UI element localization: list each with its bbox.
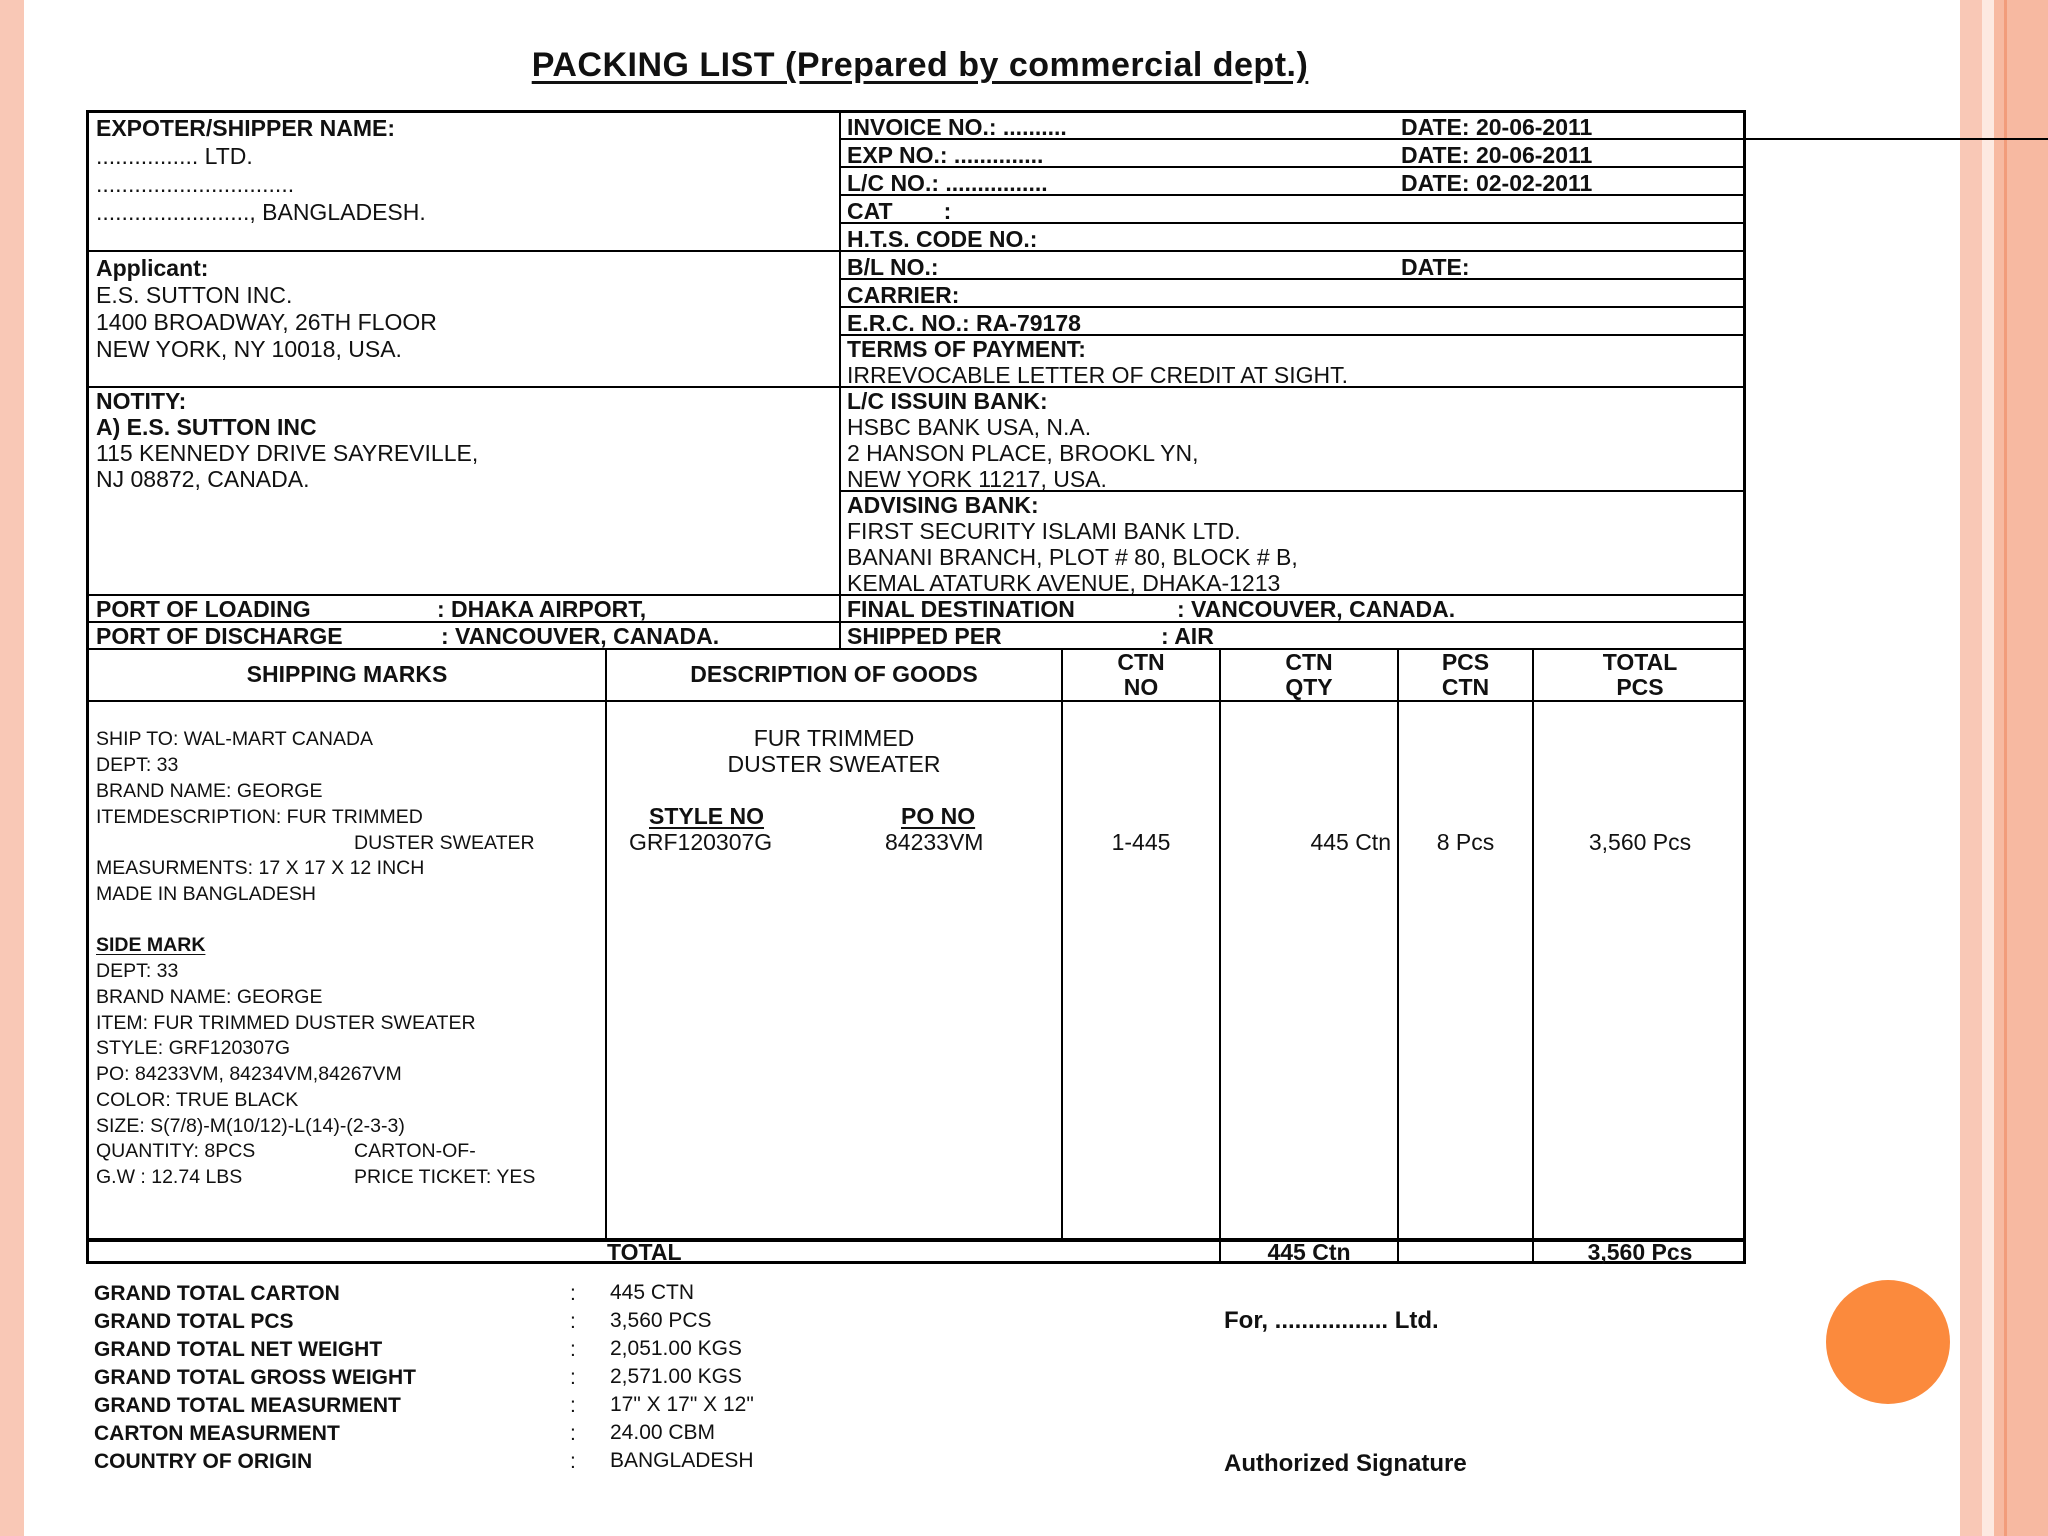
terms-of-payment-label: TERMS OF PAYMENT: <box>847 336 1086 362</box>
summary-colon: : <box>570 1310 576 1333</box>
col-header-total-pcs: PCS <box>1616 674 1664 700</box>
side-mark-price-ticket: PRICE TICKET: YES <box>354 1166 536 1188</box>
mark-line: MEASURMENTS: 17 X 17 X 12 INCH <box>96 857 425 879</box>
exporter-line: ............................... <box>96 171 295 197</box>
issuing-bank-line: NEW YORK 11217, USA. <box>847 466 1107 492</box>
total-row-label: TOTAL <box>607 1239 682 1265</box>
side-mark-line: COLOR: TRUE BLACK <box>96 1089 299 1111</box>
col-header-ctn-no: CTN <box>1117 649 1165 675</box>
authorized-signature: Authorized Signature <box>1224 1450 1467 1477</box>
advising-bank-label: ADVISING BANK: <box>847 492 1039 518</box>
final-destination-value: : VANCOUVER, CANADA. <box>1177 596 1456 622</box>
mark-line: BRAND NAME: GEORGE <box>96 780 323 802</box>
notify-line: 115 KENNEDY DRIVE SAYREVILLE, <box>96 440 479 466</box>
mark-line: MADE IN BANGLADESH <box>96 883 316 905</box>
summary-value: 445 CTN <box>610 1281 695 1304</box>
side-mark-gw: G.W : 12.74 LBS <box>96 1166 243 1188</box>
right-border-band <box>1960 0 1982 1536</box>
advising-bank-line: FIRST SECURITY ISLAMI BANK LTD. <box>847 518 1241 544</box>
hts-code-label: H.T.S. CODE NO.: <box>847 226 1038 252</box>
total-row-top-line <box>89 1238 1746 1242</box>
summary-colon: : <box>570 1450 576 1473</box>
notify-name: A) E.S. SUTTON INC <box>96 414 317 440</box>
notify-label: NOTITY: <box>96 388 187 414</box>
po-no-label: PO NO <box>901 803 976 829</box>
mark-line: SHIP TO: WAL-MART CANADA <box>96 728 374 750</box>
applicant-line: E.S. SUTTON INC. <box>96 282 293 308</box>
exp-date: DATE: 20-06-2011 <box>1401 142 1593 168</box>
summary-colon: : <box>570 1282 576 1305</box>
col-header-ctn-qty: QTY <box>1285 674 1333 700</box>
invoice-no-label: INVOICE NO.: .......... <box>847 114 1067 140</box>
grid-line <box>1061 648 1063 1238</box>
summary-colon: : <box>570 1394 576 1417</box>
goods-description: FUR TRIMMED <box>753 725 915 751</box>
mark-line: DUSTER SWEATER <box>354 832 535 854</box>
applicant-line: NEW YORK, NY 10018, USA. <box>96 336 402 362</box>
side-mark-carton-of: CARTON-OF- <box>354 1140 476 1162</box>
right-border-line <box>2004 0 2007 1536</box>
summary-colon: : <box>570 1338 576 1361</box>
for-company: For, ................. Ltd. <box>1224 1307 1439 1334</box>
port-of-discharge-value: : VANCOUVER, CANADA. <box>441 623 720 649</box>
summary-value: 3,560 PCS <box>610 1309 712 1332</box>
side-mark-line: SIZE: S(7/8)-M(10/12)-L(14)-(2-3-3) <box>96 1115 405 1137</box>
mark-line: DEPT: 33 <box>96 754 179 776</box>
lc-date: DATE: 02-02-2011 <box>1401 170 1593 196</box>
total-row-ctn: 445 Ctn <box>1267 1239 1351 1265</box>
right-border-gap <box>1982 0 1994 1536</box>
grid-line <box>1397 648 1399 1264</box>
shipped-per-value: : AIR <box>1161 623 1214 649</box>
port-of-loading-value: : DHAKA AIRPORT, <box>437 596 647 622</box>
total-row-pcs: 3,560 Pcs <box>1587 1239 1693 1265</box>
terms-of-payment-value: IRREVOCABLE LETTER OF CREDIT AT SIGHT. <box>847 362 1348 388</box>
exporter-label: EXPOTER/SHIPPER NAME: <box>96 115 396 141</box>
left-border-band <box>0 0 24 1536</box>
notify-line: NJ 08872, CANADA. <box>96 466 310 492</box>
summary-label: GRAND TOTAL PCS <box>94 1310 294 1333</box>
exporter-line: ........................, BANGLADESH. <box>96 199 426 225</box>
summary-colon: : <box>570 1422 576 1445</box>
summary-label: GRAND TOTAL NET WEIGHT <box>94 1338 383 1361</box>
shipped-per-label: SHIPPED PER <box>847 623 1002 649</box>
bl-date: DATE: <box>1401 254 1470 280</box>
exp-no-label: EXP NO.: .............. <box>847 142 1044 168</box>
grid-line <box>89 700 1746 702</box>
bl-no-label: B/L NO.: <box>847 254 939 280</box>
side-mark-line: PO: 84233VM, 84234VM,84267VM <box>96 1063 402 1085</box>
goods-description: DUSTER SWEATER <box>727 751 941 777</box>
summary-label: GRAND TOTAL CARTON <box>94 1282 340 1305</box>
lc-no-label: L/C NO.: ................ <box>847 170 1048 196</box>
port-of-discharge-label: PORT OF DISCHARGE <box>96 623 343 649</box>
advising-bank-line: KEMAL ATATURK AVENUE, DHAKA-1213 <box>847 570 1281 596</box>
side-mark-line: DEPT: 33 <box>96 960 179 982</box>
col-header-pcs-ctn: CTN <box>1441 674 1490 700</box>
summary-value: 2,051.00 KGS <box>610 1337 742 1360</box>
ctn-no-value: 1-445 <box>1111 829 1171 855</box>
orange-circle-decoration <box>1826 1280 1950 1404</box>
grid-line <box>839 222 1746 224</box>
packing-list-table <box>86 110 1746 1264</box>
summary-label: COUNTRY OF ORIGIN <box>94 1450 313 1473</box>
side-mark-label: SIDE MARK <box>96 934 206 956</box>
style-no-label: STYLE NO <box>649 803 765 829</box>
issuing-bank-line: HSBC BANK USA, N.A. <box>847 414 1092 440</box>
applicant-label: Applicant: <box>96 255 209 281</box>
summary-label: GRAND TOTAL GROSS WEIGHT <box>94 1366 417 1389</box>
style-no-value: GRF120307G <box>629 829 773 855</box>
right-border-band-outer <box>1994 0 2048 1536</box>
col-header-description: DESCRIPTION OF GOODS <box>690 661 978 687</box>
issuing-bank-line: 2 HANSON PLACE, BROOKL YN, <box>847 440 1199 466</box>
summary-value: 17" X 17" X 12" <box>610 1393 754 1416</box>
grid-line <box>1219 648 1221 1264</box>
grid-line <box>839 278 1746 280</box>
col-header-shipping-marks: SHIPPING MARKS <box>246 661 448 687</box>
side-mark-line: BRAND NAME: GEORGE <box>96 986 323 1008</box>
issuing-bank-label: L/C ISSUIN BANK: <box>847 388 1048 414</box>
port-of-loading-label: PORT OF LOADING <box>96 596 311 622</box>
grid-line <box>1532 648 1534 1264</box>
total-pcs-value: 3,560 Pcs <box>1588 829 1692 855</box>
pcs-ctn-value: 8 Pcs <box>1436 829 1495 855</box>
summary-value: BANGLADESH <box>610 1449 754 1472</box>
invoice-date: DATE: 20-06-2011 <box>1401 114 1593 140</box>
carrier-label: CARRIER: <box>847 282 960 308</box>
col-header-total-pcs: TOTAL <box>1602 649 1678 675</box>
exporter-line: ................ LTD. <box>96 143 253 169</box>
cat-label: CAT : <box>847 198 952 224</box>
col-header-pcs-ctn: PCS <box>1441 649 1490 675</box>
summary-label: CARTON MEASURMENT <box>94 1422 340 1445</box>
mark-line: ITEMDESCRIPTION: FUR TRIMMED <box>96 806 423 828</box>
erc-no: E.R.C. NO.: RA-79178 <box>847 310 1081 336</box>
document-title: PACKING LIST (Prepared by commercial dept.) <box>531 46 1309 84</box>
final-destination-label: FINAL DESTINATION <box>847 596 1075 622</box>
col-header-ctn-no: NO <box>1123 674 1159 700</box>
summary-value: 24.00 CBM <box>610 1421 716 1444</box>
col-header-ctn-qty: CTN <box>1285 649 1333 675</box>
po-no-value: 84233VM <box>885 829 984 855</box>
side-mark-line: ITEM: FUR TRIMMED DUSTER SWEATER <box>96 1012 476 1034</box>
grid-line <box>839 306 1746 308</box>
side-mark-line: STYLE: GRF120307G <box>96 1037 291 1059</box>
applicant-line: 1400 BROADWAY, 26TH FLOOR <box>96 309 437 335</box>
ctn-qty-value: 445 Ctn <box>1310 829 1391 855</box>
summary-label: GRAND TOTAL MEASURMENT <box>94 1394 401 1417</box>
advising-bank-line: BANANI BRANCH, PLOT # 80, BLOCK # B, <box>847 544 1298 570</box>
side-mark-quantity: QUANTITY: 8PCS <box>96 1140 256 1162</box>
summary-colon: : <box>570 1366 576 1389</box>
summary-value: 2,571.00 KGS <box>610 1365 742 1388</box>
